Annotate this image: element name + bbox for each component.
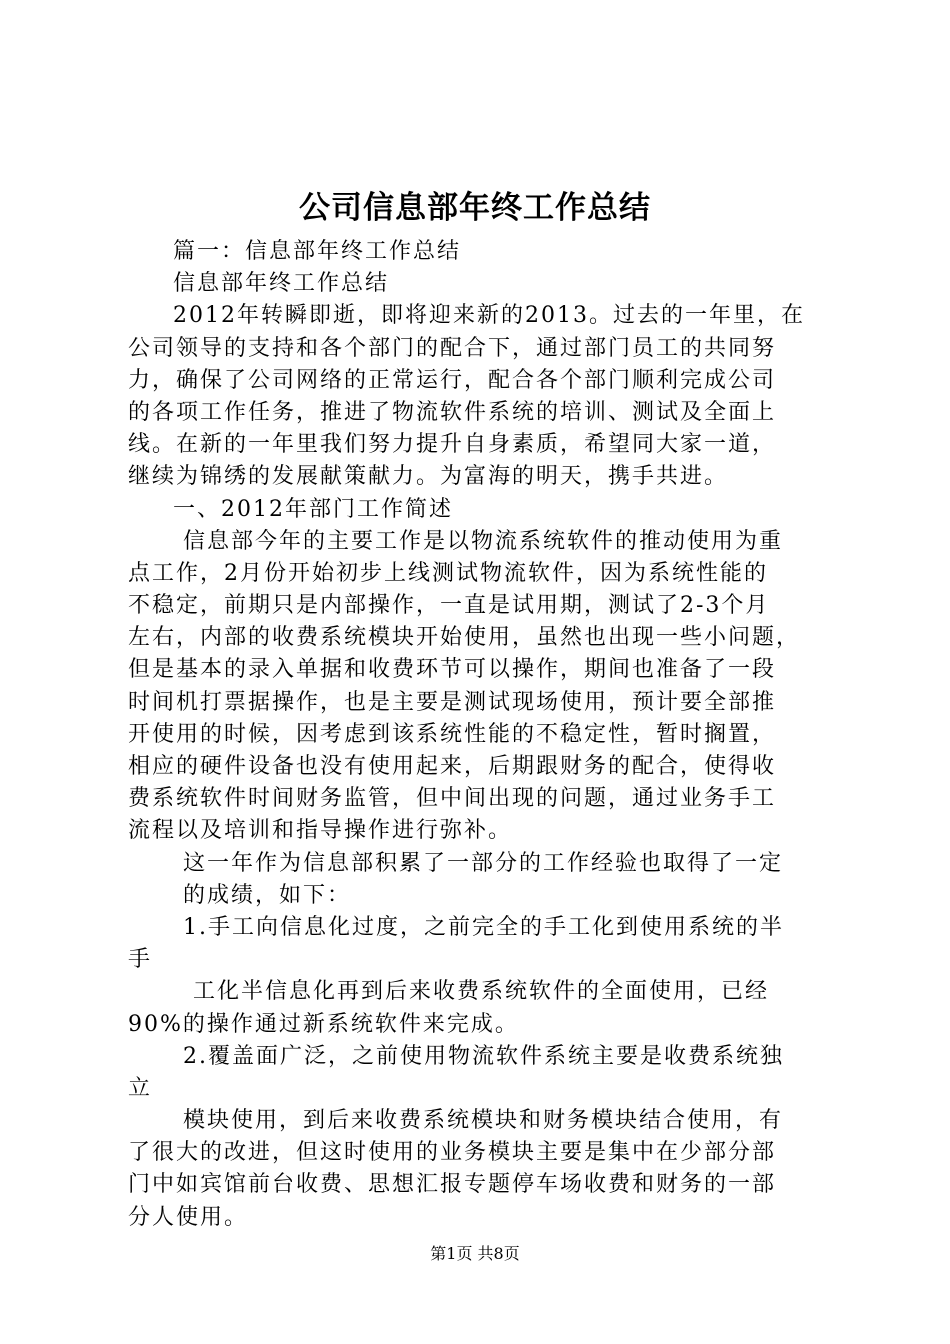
- paragraph-line: 分人使用。: [128, 1204, 249, 1230]
- paragraph-line: 线。在新的一年里我们努力提升自身素质，希望同大家一道，: [128, 432, 777, 458]
- section-heading: 一、2012年部门工作简述: [173, 496, 453, 522]
- paragraph-line: 的成绩，如下：: [183, 882, 352, 908]
- paragraph-line: 手: [128, 947, 153, 973]
- section-heading: 篇一：信息部年终工作总结: [173, 239, 462, 264]
- paragraph-line: 了很大的改进，但这时使用的业务模块主要是集中在少部分部: [128, 1140, 777, 1166]
- paragraph-line: 的各项工作任务，推进了物流软件系统的培训、测试及全面上: [128, 399, 777, 425]
- paragraph-line: 信息部今年的主要工作是以物流系统软件的推动使用为重: [183, 528, 784, 554]
- paragraph-line: 模块使用，到后来收费系统模块和财务模块结合使用，有: [183, 1108, 784, 1134]
- paragraph-line: 90%的操作通过新系统软件来完成。: [128, 1011, 519, 1037]
- paragraph-line: 继续为锦绣的发展献策献力。为富海的明天，携手共进。: [128, 464, 729, 490]
- paragraph-line: 这一年作为信息部积累了一部分的工作经验也取得了一定: [183, 850, 784, 876]
- paragraph-line: 时间机打票据操作，也是主要是测试现场使用，预计要全部推: [128, 689, 777, 715]
- paragraph-line: 2012年转瞬即逝，即将迎来新的2013。过去的一年里，在: [173, 303, 805, 329]
- paragraph-line: 立: [128, 1075, 153, 1101]
- paragraph-line: 公司领导的支持和各个部门的配合下，通过部门员工的共同努: [128, 335, 777, 361]
- paragraph-line: 流程以及培训和指导操作进行弥补。: [128, 818, 513, 844]
- paragraph-line: 工化半信息化再到后来收费系统软件的全面使用，已经: [193, 979, 770, 1005]
- document-body: [128, 236, 832, 1234]
- paragraph-line: 不稳定，前期只是内部操作，一直是试用期，测试了2-3个月: [128, 593, 770, 619]
- paragraph-line: 左右，内部的收费系统模块开始使用，虽然也出现一些小问题，: [128, 625, 801, 651]
- paragraph-line: 门中如宾馆前台收费、思想汇报专题停车场收费和财务的一部: [128, 1172, 777, 1198]
- list-item-2: 2.覆盖面广泛，之前使用物流软件系统主要是收费系统独: [183, 1043, 784, 1069]
- page-footer: 第1页 共8页: [430, 1244, 520, 1263]
- list-item-1: 1.手工向信息化过度，之前完全的手工化到使用系统的半: [183, 914, 784, 940]
- document-title: 公司信息部年终工作总结: [299, 190, 651, 226]
- paragraph-line: 点工作，2月份开始初步上线测试物流软件，因为系统性能的: [128, 560, 768, 586]
- paragraph-line: 相应的硬件设备也没有使用起来，后期跟财务的配合，使得收: [128, 754, 777, 779]
- paragraph-line: 费系统软件时间财务监管，但中间出现的问题，通过业务手工: [128, 786, 777, 812]
- paragraph-line: 开使用的时候，因考虑到该系统性能的不稳定性，暂时搁置，: [128, 721, 777, 747]
- paragraph-line: 力，确保了公司网络的正常运行，配合各个部门顺利完成公司: [128, 367, 777, 393]
- subtitle: 信息部年终工作总结: [173, 271, 390, 297]
- paragraph-line: 但是基本的录入单据和收费环节可以操作，期间也准备了一段: [128, 657, 777, 683]
